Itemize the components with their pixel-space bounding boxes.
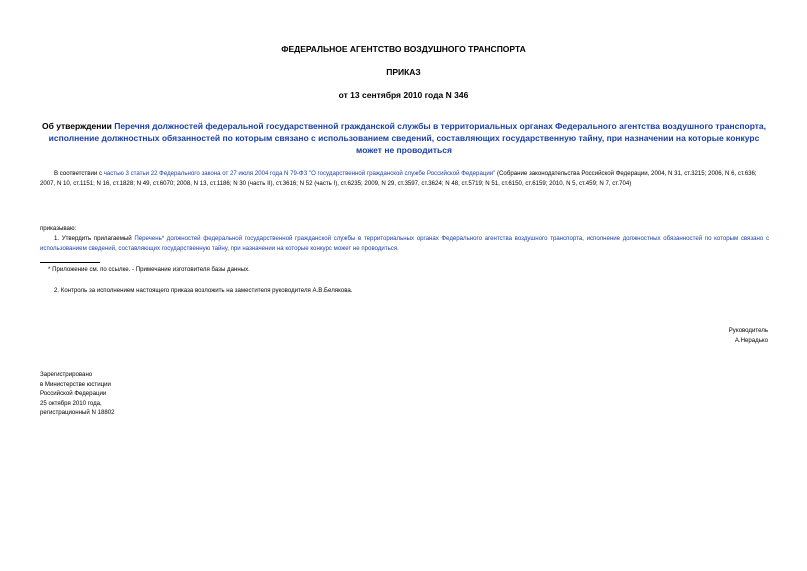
order-item-1 <box>40 234 769 253</box>
basis-suffix: (Собрание законодательства Российской Федерации, 2004, N 31, ст.3215; 2006, N 6, ст.636; 2007, N 10, ст.1151; N 16, ст.1828; N 49, ст.6070; 2008, N 13, ст.1186; N 30 (часть II), ст.3616; N 52 (часть I), ст.6235; 2009, N 29, ст.3597, ст.3624; N 48, ст.5719; N 51, ст.6150, ст.6159; 2010, N 5, ст.459; N 7, ст.704) <box>40 170 757 187</box>
title-list-link[interactable]: Перечня должностей федеральной государственной гражданской службы в территориальных органах Федерального агентства воздушного транспорта, исполнение должностных обязанностей по которым связано с использованием сведений, составляющих государственную тайну, при назначении на которые конкурс может не проводиться <box>48 121 767 155</box>
footnote: * Приложение см. по ссылке. - Примечание изготовителя базы данных. <box>48 266 250 273</box>
order-date-number: от 13 сентября 2010 года N 346 <box>338 90 469 100</box>
orders-label: приказываю: <box>40 225 77 232</box>
basis-prefix: В соответствии с <box>54 170 104 177</box>
item1-prefix: 1. Утвердить прилагаемый <box>54 235 135 242</box>
document-title <box>40 120 768 156</box>
signature-block <box>560 326 768 345</box>
registration-line-3: Российской Федерации <box>40 390 107 398</box>
footnote-divider <box>40 262 100 263</box>
positions-list-link[interactable]: Перечень* должностей федеральной государственной гражданской службы в территориальных органах Федерального агентства воздушного транспорта, исполнение должностных обязанностей по которым связано с использованием сведений, составляющих государственную тайну, при назначении на которые конкурс может не проводиться. <box>40 235 769 252</box>
registration-line-1: Зарегистрировано <box>40 371 93 378</box>
order-item-2: 2. Контроль за исполнением настоящего приказа возложить на заместителя руководителя А.В.Белякова. <box>54 287 353 294</box>
agency-heading: ФЕДЕРАЛЬНОЕ АГЕНТСТВО ВОЗДУШНОГО ТРАНСПОРТА <box>281 44 526 54</box>
federal-law-link[interactable]: частью 3 статьи 22 Федерального закона от 27 июля 2004 года N 79-ФЗ "О государственной гражданской службе Российской Федерации" <box>103 170 496 177</box>
order-heading: ПРИКАЗ <box>386 67 421 77</box>
registration-line-2: в Министерстве юстиции <box>40 380 111 388</box>
signature-position: Руководитель <box>728 327 768 334</box>
title-prefix: Об утверждении <box>41 121 115 131</box>
registration-line-5: регистрационный N 18802 <box>40 409 115 417</box>
legal-basis-paragraph <box>40 169 770 188</box>
registration-line-4: 25 октября 2010 года, <box>40 399 102 407</box>
signature-name: А.Нерадько <box>734 336 768 344</box>
registration-block <box>40 370 340 418</box>
